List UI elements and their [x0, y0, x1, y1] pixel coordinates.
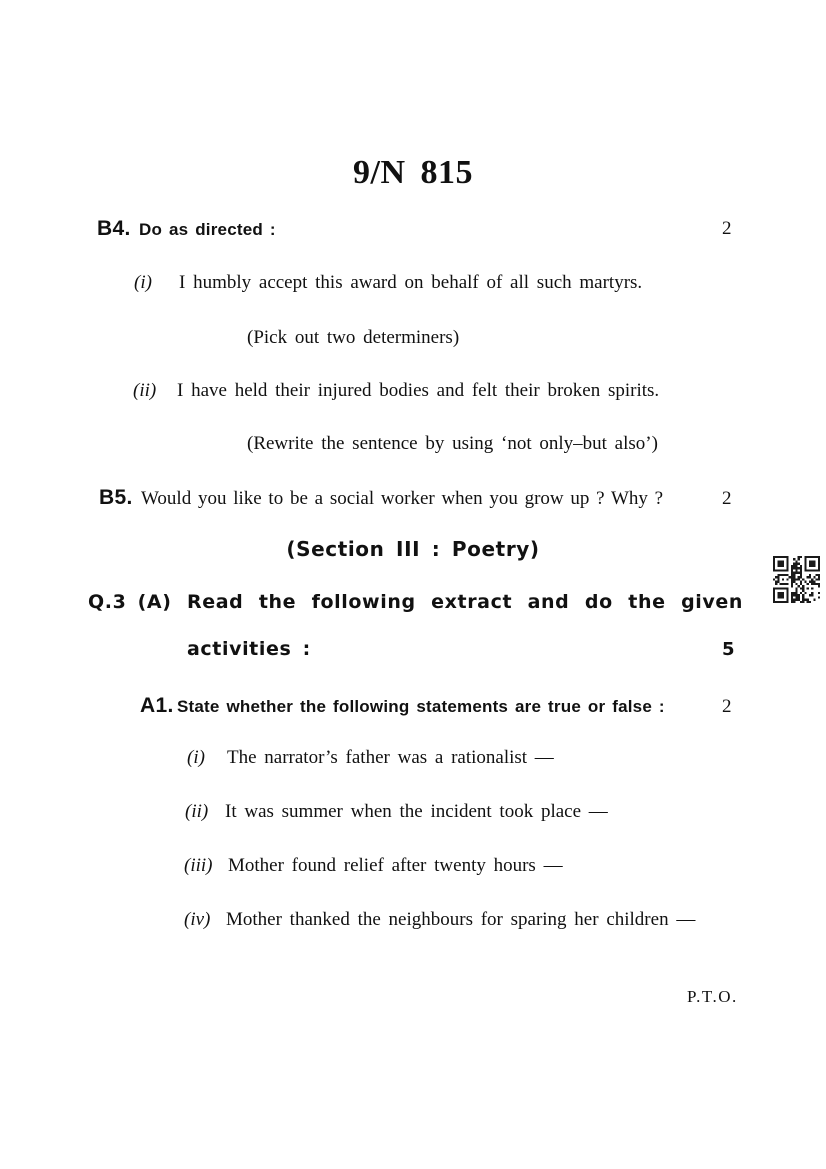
b4-item-i-note: (Pick out two determiners) [247, 327, 460, 348]
footer-pto: P.T.O. [687, 987, 738, 1006]
question-a1-marks: 2 [722, 696, 732, 717]
a1-item-i-label: (i) [187, 747, 205, 768]
a1-item-iv-text: Mother thanked the neighbours for sparing her children — [226, 909, 696, 930]
question-b5-label: B5. [99, 486, 133, 509]
question-b5-marks: 2 [722, 488, 732, 509]
a1-item-iii-text: Mother found relief after twenty hours — [228, 855, 563, 876]
question-q3-label: Q.3 (A) [88, 591, 172, 613]
question-a1-label: A1. [140, 694, 174, 717]
question-q3-line2: activities : [187, 638, 311, 660]
b4-item-i-label: (i) [134, 272, 152, 293]
b4-item-ii-note: (Rewrite the sentence by using ‘not only–but also’) [247, 433, 658, 454]
question-q3-line1: Read the following extract and do the given [187, 591, 743, 613]
question-b4-text: Do as directed : [139, 220, 276, 239]
section-heading: (Section III : Poetry) [286, 537, 540, 561]
a1-item-iii-label: (iii) [184, 855, 213, 876]
b4-item-ii-text: I have held their injured bodies and felt their broken spirits. [177, 380, 660, 401]
a1-item-iv-label: (iv) [184, 909, 211, 930]
a1-item-ii-text: It was summer when the incident took place — [225, 801, 608, 822]
question-b4-marks: 2 [722, 218, 732, 239]
a1-item-ii-label: (ii) [185, 801, 209, 822]
qr-code [771, 556, 822, 603]
question-b5-text: Would you like to be a social worker when you grow up ? Why ? [141, 488, 664, 509]
page-title: 9/N 815 [353, 154, 473, 191]
b4-item-i-text: I humbly accept this award on behalf of all such martyrs. [179, 272, 643, 293]
question-a1-text: State whether the following statements are true or false : [177, 697, 665, 716]
b4-item-ii-label: (ii) [133, 380, 157, 401]
a1-item-i-text: The narrator’s father was a rationalist — [227, 747, 554, 768]
question-q3-marks: 5 [722, 639, 735, 660]
question-b4-label: B4. [97, 217, 131, 240]
